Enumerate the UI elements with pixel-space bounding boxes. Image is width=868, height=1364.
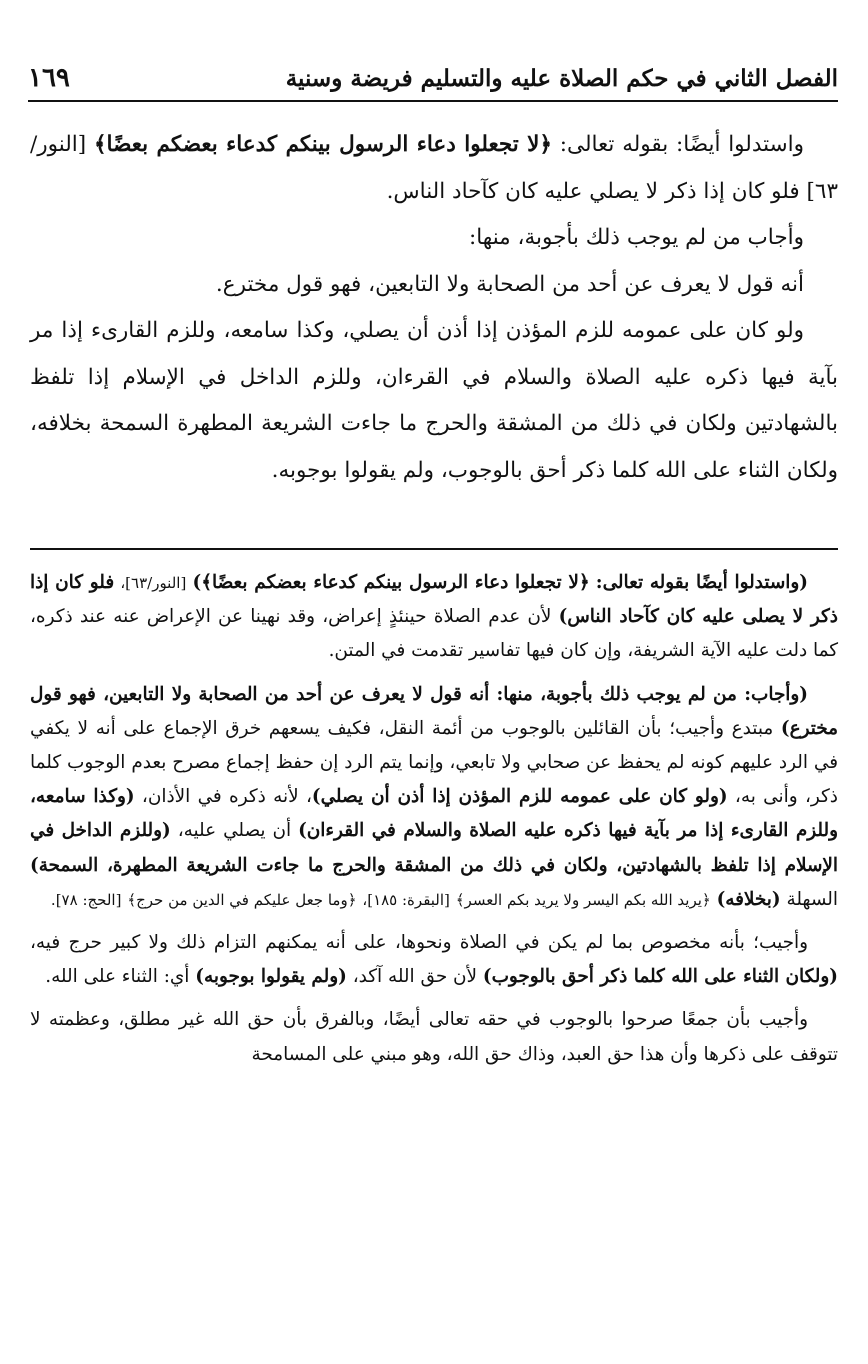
- commentary-c3-e: أي: الثناء على الله.: [45, 966, 190, 988]
- main-paragraph-1: [30, 122, 838, 215]
- main-text: [30, 122, 838, 494]
- commentary-c2-i: (بخلافه): [716, 888, 781, 910]
- commentary-c2-quote-1: ﴿يريد الله بكم اليسر ولا يريد بكم العسر﴾: [455, 890, 711, 909]
- commentary-c2-a: (وأجاب: من لم يوجب ذلك بأجوبة، منها: أنه قول لا يعرف عن أحد من الصحابة ولا التابعين، فهو قول مخترع): [30, 683, 838, 739]
- page-number: ١٦٩: [28, 63, 70, 93]
- main-paragraph-2: وأجاب من لم يوجب ذلك بأجوبة، منها:: [468, 225, 804, 250]
- commentary-text: [30, 566, 838, 1072]
- commentary-c1-quote: ﴿لا تجعلوا دعاء الرسول بينكم كدعاء بعضكم بعضًا﴾): [192, 572, 590, 593]
- commentary-c2-b: مبتدع وأجيب؛ بأن القائلين بالوجوب من أئمة النقل، فكيف يسعهم خرق الإجماع على أنه لا يكفي في الرد عليهم كونه لم يحفظ عن صحابي ولا تابعي، وإنما يتم الرد إن حفظ إجماع مصرح بعدم الوجوب كلما ذكر، وأنى به،: [30, 717, 838, 808]
- commentary-c2-g: (وللزم الداخل في الإسلام إذا تلفظ بالشهادتين، ولكان في ذلك من المشقة والحرج ما جاءت الشريعة المطهرة، السمحة): [30, 820, 838, 876]
- running-title: الفصل الثاني في حكم الصلاة عليه والتسليم فريضة وسنية: [285, 64, 838, 92]
- commentary-paragraph-2: [30, 678, 838, 917]
- commentary-c2-h: السهلة: [786, 888, 838, 910]
- commentary-c2-d: ، لأنه ذكره في الأذان،: [141, 786, 312, 808]
- commentary-c2-ref-1: [البقرة: ١٨٥]،: [362, 890, 450, 909]
- header-divider: [28, 100, 838, 102]
- quran-quote: ﴿لا تجعلوا دعاء الرسول بينكم كدعاء بعضكم بعضًا﴾: [93, 132, 552, 157]
- commentary-divider: [30, 548, 838, 550]
- commentary-paragraph-4: وأجيب بأن جمعًا صرحوا بالوجوب في حقه تعالى أيضًا، وبالفرق بأن حق الله غير مطلق، وعظمته لا تتوقف على ذكرها وأن هذا حق العبد، وذاك حق الله، وهو مبني على المسامحة: [30, 1009, 838, 1065]
- commentary-c1-e: لأن عدم الصلاة حينئذٍ إعراض، وقد نهينا عن الإعراض عنه عند ذكره، كما دلت عليه الآية الشريفة، وإن كان فيها تفاسير تقدمت في المتن.: [30, 606, 838, 662]
- main-p1-intro: واستدلوا أيضًا: بقوله تعالى:: [559, 132, 804, 157]
- commentary-c3-c: لأن حق الله آكد،: [352, 966, 478, 988]
- commentary-c3-b: (ولكان الثناء على الله كلما ذكر أحق بالوجوب): [482, 966, 838, 988]
- main-p1-rest: فلو كان إذا ذكر لا يصلي عليه كان كآحاد الناس.: [386, 178, 800, 204]
- commentary-c2-quote-2: ﴿وما جعل عليكم في الدين من حرج﴾: [127, 890, 357, 909]
- commentary-c1-ref: [النور/٦٣]،: [120, 574, 187, 592]
- commentary-c3-a: وأجيب؛ بأنه مخصوص بما لم يكن في الصلاة ونحوها، على أنه يمكنهم التزام ذلك ولا كبير حرج فيه،: [30, 932, 808, 954]
- commentary-c2-ref-2: [الحج: ٧٨].: [50, 890, 122, 909]
- commentary-paragraph-1: [30, 566, 838, 669]
- commentary-c1-a: (واستدلوا أيضًا بقوله تعالى:: [595, 572, 808, 593]
- main-paragraph-3: أنه قول لا يعرف عن أحد من الصحابة ولا التابعين، فهو قول مخترع.: [215, 271, 804, 297]
- main-paragraph-4: ولو كان على عمومه للزم المؤذن إذا أذن أن يصلي، وكذا سامعه، وللزم القارىء إذا مر بآية فيها ذكره عليه الصلاة والسلام في القرءان، وللزم الداخل في الإسلام إذا تلفظ بالشهادتين ولكان في ذلك من المشقة والحرج ما جاءت الشريعة المطهرة السمحة بخلافه، ولكان الثناء على الله كلما ذكر أحق بالوجوب، ولم يقولوا بوجوبه.: [30, 318, 838, 483]
- commentary-c2-c: (ولو كان على عمومه للزم المؤذن إذا أذن أن يصلي): [311, 786, 728, 808]
- commentary-paragraph-3: [30, 926, 838, 994]
- commentary-c2-f: أن يصلي عليه،: [177, 820, 292, 842]
- commentary-c2-e: (وكذا سامعه، وللزم القارىء إذا مر بآية فيها ذكره عليه الصلاة والسلام في القرءان): [30, 786, 838, 842]
- commentary-c1-d: فلو كان إذا ذكر لا يصلى عليه كان كآحاد الناس): [30, 572, 838, 628]
- page-header: [28, 58, 838, 98]
- commentary-c3-d: (ولم يقولوا بوجوبه): [195, 966, 347, 988]
- verse-reference: [النور/٦٣]: [30, 132, 838, 204]
